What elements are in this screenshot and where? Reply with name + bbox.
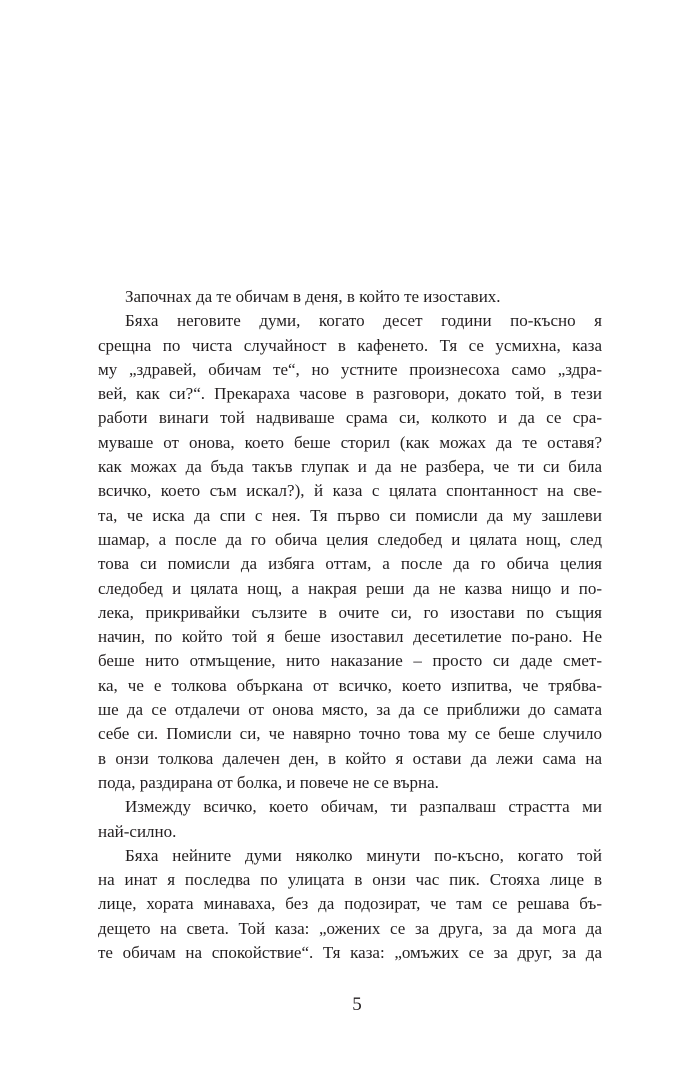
- text-line: лека, прикривайки сълзите в очите си, го изостави по същия: [98, 602, 602, 622]
- text-line: всичко, което съм искал?), й каза с цялата спонтанност на све-: [98, 481, 602, 501]
- text-line: Започнах да те обичам в деня, в който те изоставих.: [125, 287, 501, 306]
- text-line: шамар, а после да го обича целия следобед и цялата нощ, след: [98, 529, 602, 549]
- text-line: на инат я последва по улицата в онзи час пик. Стояха лице в: [98, 870, 602, 890]
- text-line: в онзи толкова далечен ден, в който я остави да лежи сама на: [98, 748, 602, 768]
- text-line: беше нито отмъщение, нито наказание – просто си даде смет-: [98, 651, 602, 671]
- body-text: [98, 285, 602, 965]
- paragraph: [98, 795, 602, 844]
- text-line: работи винаги той надвиваше срама си, колкото и да се сра-: [98, 408, 602, 428]
- text-line: това си помисли да избяга оттам, а после да го обича целия: [98, 554, 602, 574]
- text-line: най-силно.: [98, 821, 177, 841]
- text-line: себе си. Помисли си, че навярно точно това му се беше случило: [98, 724, 602, 744]
- text-line: дещето на света. Той каза: „ожених се за друга, за да мога да: [98, 918, 602, 938]
- text-line: му „здравей, обичам те“, но устните произнесоха само „здра-: [98, 359, 602, 379]
- text-line: ка, че е толкова объркана от всичко, което изпитва, че трябва-: [98, 675, 602, 695]
- text-line: следобед и цялата нощ, а накрая реши да не казва нищо и по-: [98, 578, 602, 598]
- text-line: та, че иска да спи с нея. Тя първо си помисли да му зашлеви: [98, 505, 602, 525]
- text-line: Измежду всичко, което обичам, ти разпалваш страстта ми: [125, 797, 602, 817]
- text-line: начин, по който той я беше изоставил десетилетие по-рано. Не: [98, 627, 602, 647]
- paragraph: [98, 309, 602, 795]
- paragraph: [98, 844, 602, 965]
- text-line: те обичам на спокойствие“. Тя каза: „омъжих се за друг, за да: [98, 943, 602, 963]
- text-line: Бяха неговите думи, когато десет години по-късно я: [125, 311, 602, 331]
- text-line: срещна по чиста случайност в кафенето. Тя се усмихна, каза: [98, 335, 602, 355]
- text-line: ше да се отдалечи от онова място, за да се приближи до самата: [98, 700, 602, 720]
- text-line: как можах да бъда такъв глупак и да не разбера, че ти си била: [98, 457, 602, 477]
- text-line: муваше от онова, което беше сторил (как можах да те оставя?: [98, 432, 602, 452]
- text-line: вей, как си?“. Прекараха часове в разговори, докато той, в тези: [98, 384, 602, 404]
- page-number: 5: [352, 994, 362, 1015]
- paragraph: [98, 285, 602, 309]
- text-line: Бяха нейните думи няколко минути по-късно, когато той: [125, 845, 602, 865]
- text-line: лице, хората минаваха, без да подозират, че там се решава бъ-: [98, 894, 602, 914]
- text-line: пода, раздирана от болка, и повече не се върна.: [98, 772, 439, 792]
